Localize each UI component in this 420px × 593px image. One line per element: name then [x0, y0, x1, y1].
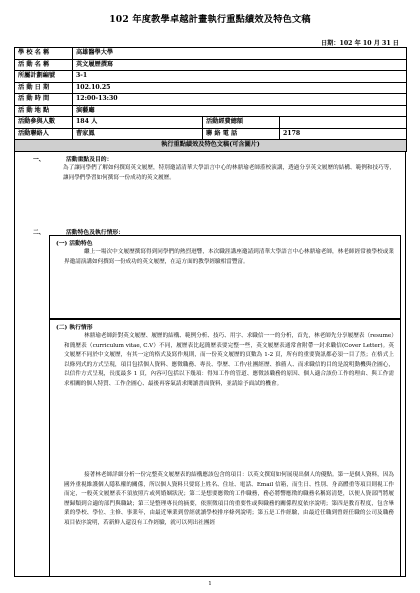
- people-label: 活動參與人數: [15, 117, 73, 129]
- activity-label: 活 動 名 稱: [15, 59, 73, 71]
- execution-text-2: 接著林老師詳細分析一份完整英文履歷表的結構應該包含的項目：以英文撰寫如何展現出個人的優點。第一是個人資料，因為國外重視維護個人隱私權的關係，所以個人資料只要寫上姓名、住址、電話、Email 信箱，而生日、性別、身高體重等項目則視工作而定，一般英文履歷表不須放照片或列婚姻狀況；第二是想要應徵的工作職務，務必將響應徵的職務名稱寫清楚，以便人資部門將履歷歸類到合適的部門與職缺；第三是整理專長的摘要，依照徵項目的重要性或與職務的關係程度依序說明；第四是教育程度，包含畢業的學校、學位、主修、事業年，由最近畢業到曾經就讀學校排序條列說明；第五是工作經驗，由最近任職到曾經任職的公司及職務項目依序說明，若新鮮人還沒有工作經驗，就可以列出社團經: [64, 472, 394, 526]
- activity-features-box: [49, 235, 401, 319]
- budget-label: 活動經費總額: [203, 117, 280, 129]
- place-value: 演藝廳: [73, 105, 407, 117]
- plan-label: 所屬計劃編號: [15, 71, 73, 83]
- page-number: 1: [208, 581, 212, 587]
- activity-info-table: [14, 47, 407, 152]
- school-value: 高雄醫學大學: [73, 48, 407, 60]
- document-date: 日期：102 年 10 月 31 日: [320, 40, 399, 47]
- section-header: 執行重點績效及特色文稿(可含圖片): [15, 140, 407, 152]
- features-text: 繼上一場次中文履歷撰寫得到同學們的熱烈迴響，本次職涯講座邀請到清華大學語言中心林鼎瑜老師，林老師經常被學校或業界邀請演講如何撰寫一份成功的英文履歷，在這方面的教學經驗相當豐富。: [64, 249, 394, 265]
- plan-value: 3-1: [73, 71, 407, 83]
- people-value: 184 人: [73, 117, 203, 129]
- content-body: [14, 152, 406, 577]
- budget-value: [280, 117, 407, 129]
- section-1-text: 為了讓同學們了解如何撰寫英文履歷，特別邀請清華大學語言中心的林鼎瑜老師蒞校演講，透過分享英文履歷的結構、範例和技巧等，讓同學們學習如何撰寫一份成功的英文履歷。: [63, 165, 395, 181]
- date-label: 活 動 日 期: [15, 82, 73, 94]
- document-title: 102 年度教學卓越計畫執行重點績效及特色文稿: [109, 14, 311, 25]
- school-label: 學 校 名 稱: [15, 48, 73, 60]
- time-value: 12:00-13:30: [73, 94, 407, 106]
- date-value: 102.10.25: [73, 82, 407, 94]
- section-2-heading: 活動特色及執行情形：: [66, 230, 124, 236]
- phone-label: 聯 絡 電 話: [203, 128, 280, 140]
- time-label: 活 動 時 間: [15, 94, 73, 106]
- features-heading: (一) 活動特色: [56, 241, 93, 247]
- execution-text-1: 林鼎瑜老師針對英文履歷、履歷的結構、範例分析、技巧、用字、求職信一一的分析，首先，林老師先分享履歷表（resume）和簡歷表（curriculum vitae, C.V）不同，履歷表比起簡歷表要完整一些，英文履歷表通常會附帶一封求職信(Cover Letter)。英文履歷不同於中文履歷，有其一定的格式及寫作規則，而一份英文履歷的頁數為 1-2 頁，所有的重要資訊都必須一目了然；在格式上以條列式的方式呈現，項目包括個人資料、應徵職務、專長、學歷、工作/社團經歷、推薦人、而求職信的目的是說明動機與企圖心，以信件方式呈現，長度最多 1 頁，內容可包括以下幾項：得知工作的管道、應徵該職務的原因、個人適合該份工作的理由、與工作需求相關的個人特質、工作企圖心、最後再客氣請求閱讀書面資料，並請給予面試的機會。: [64, 333, 394, 387]
- section-1-heading: 活動重點及目的：: [66, 157, 113, 163]
- section-2-number: 二、: [33, 230, 45, 236]
- contact-value: 曹家鳳: [73, 128, 203, 140]
- activity-value: 英文履歷撰寫: [73, 59, 407, 71]
- execution-box: [49, 319, 401, 577]
- place-label: 活 動 地 點: [15, 105, 73, 117]
- phone-value: 2178: [280, 128, 407, 140]
- execution-heading: (二) 執行情形: [56, 325, 93, 331]
- contact-label: 活動聯絡人: [15, 128, 73, 140]
- section-1-number: 一、: [33, 157, 45, 163]
